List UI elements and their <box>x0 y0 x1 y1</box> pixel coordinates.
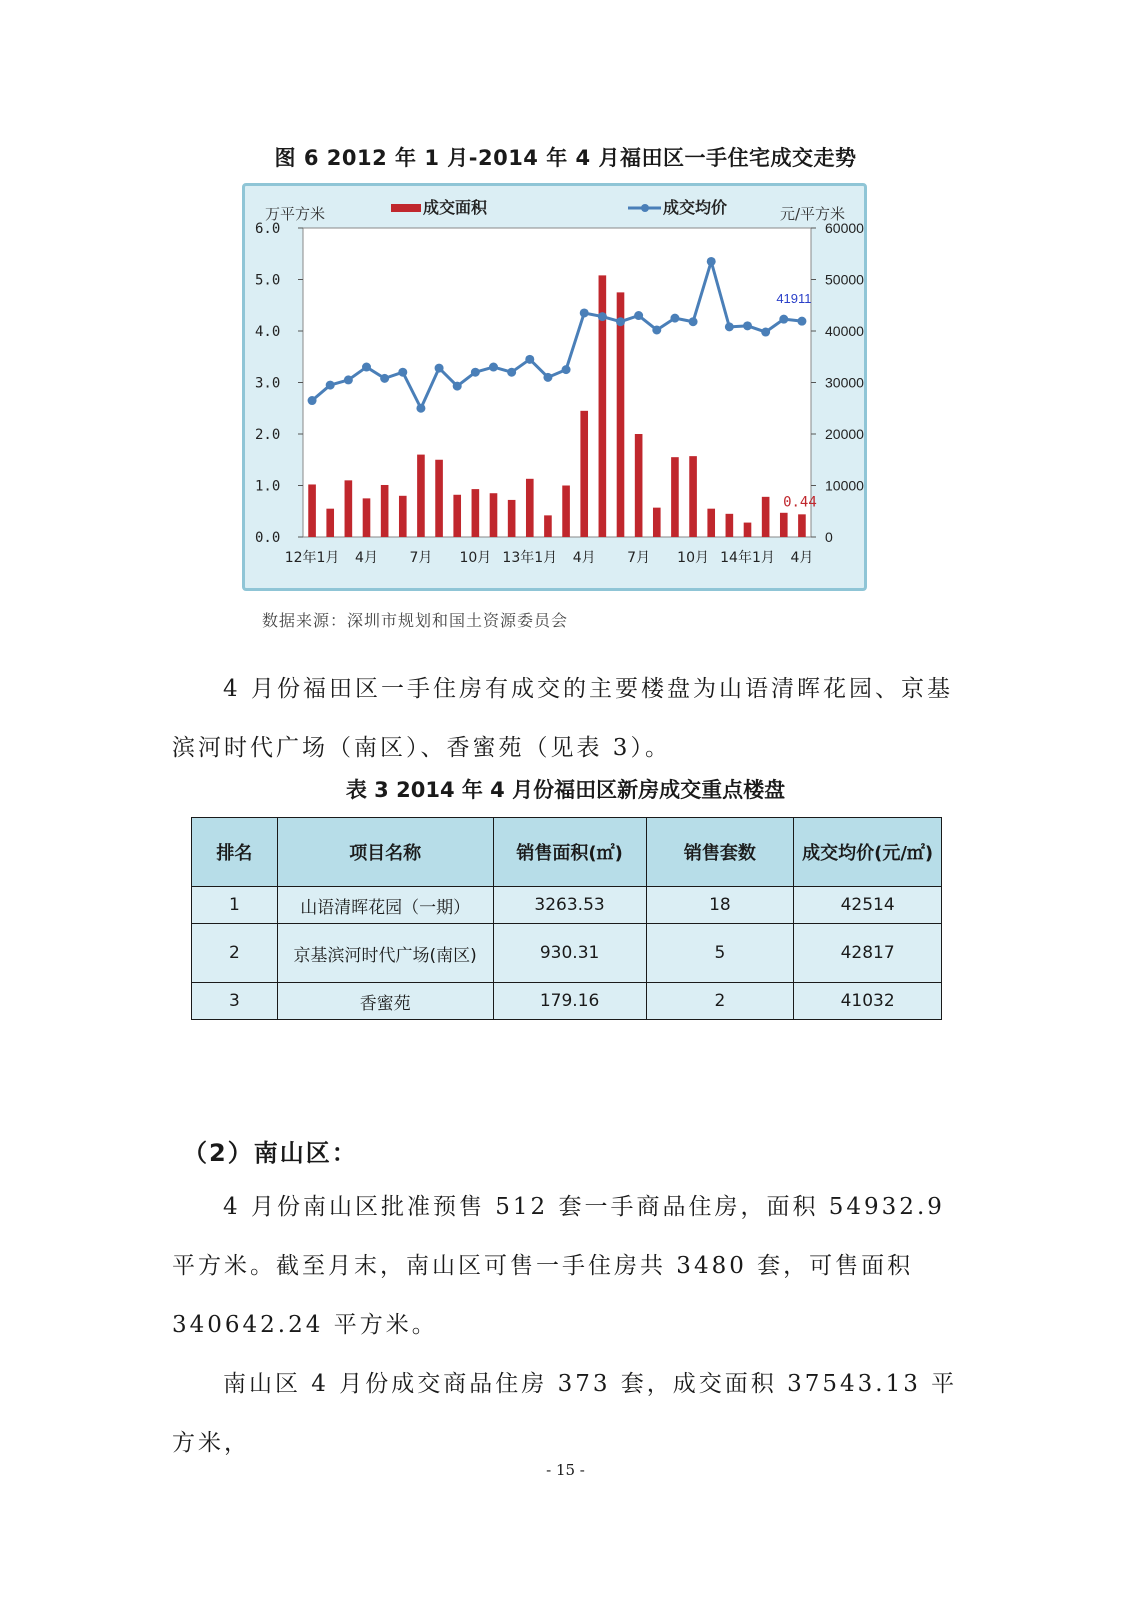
header-units: 销售套数 <box>646 818 794 887</box>
page-number: - 15 - <box>546 1461 585 1479</box>
bar <box>580 411 588 537</box>
plot-area <box>303 228 811 537</box>
x-tick-label: 7月 <box>409 550 433 566</box>
cell-rank: 3 <box>192 983 278 1020</box>
left-axis-label: 万平方米 <box>265 205 326 223</box>
header-project: 项目名称 <box>277 818 493 887</box>
price-point <box>743 321 752 330</box>
price-point <box>562 365 571 374</box>
transaction-chart <box>245 186 864 588</box>
bar <box>798 514 806 537</box>
price-point <box>471 368 480 377</box>
cell-units: 5 <box>646 924 794 983</box>
right-tick-label: 20000 <box>825 426 864 442</box>
cell-project: 山语清晖花园（一期） <box>277 887 493 924</box>
legend-bar-label: 成交面积 <box>423 198 488 217</box>
bar <box>653 508 661 537</box>
price-point <box>580 308 589 317</box>
price-point <box>689 317 698 326</box>
table-row <box>192 924 942 983</box>
cell-rank: 2 <box>192 924 278 983</box>
cell-project: 香蜜苑 <box>277 983 493 1020</box>
left-tick-label: 1.0 <box>255 478 281 495</box>
price-point <box>725 322 734 331</box>
bar <box>780 513 788 537</box>
bar <box>617 292 625 537</box>
bar <box>472 489 480 537</box>
cell-price: 41032 <box>794 983 942 1020</box>
price-point <box>761 328 770 337</box>
price-point <box>416 404 425 413</box>
bar <box>744 523 752 537</box>
legend-line-marker <box>641 204 649 212</box>
x-tick-label: 13年1月 <box>502 550 558 566</box>
bar <box>417 455 425 537</box>
left-tick-label: 2.0 <box>255 427 281 443</box>
price-point <box>779 315 788 324</box>
cell-price: 42514 <box>794 887 942 924</box>
bar <box>399 496 407 537</box>
x-tick-label: 4月 <box>572 550 596 566</box>
right-axis-label: 元/平方米 <box>780 205 846 223</box>
bar <box>562 486 570 538</box>
data-source: 数据来源：深圳市规划和国土资源委员会 <box>262 611 569 630</box>
table-header-row <box>192 818 942 887</box>
bar <box>453 495 461 537</box>
bar <box>326 509 334 537</box>
bar <box>508 500 516 537</box>
bar <box>363 498 371 537</box>
paragraph-nanshan-presale: 4 月份南山区批准预售 512 套一手商品住房，面积 54932.9 平方米。截至月末，南山区可售一手住房共 3480 套，可售面积 340642.24 平方米。 <box>172 1194 945 1338</box>
bar <box>762 497 770 537</box>
left-tick-label: 4.0 <box>255 324 281 340</box>
cell-rank: 1 <box>192 887 278 924</box>
price-point <box>652 325 661 334</box>
bar <box>526 479 534 537</box>
bar <box>689 456 697 537</box>
annotation-last-price: 41911 <box>776 291 812 307</box>
price-point <box>344 375 353 384</box>
price-point <box>797 317 806 326</box>
cell-area: 930.31 <box>493 924 646 983</box>
header-area: 销售面积(㎡) <box>493 818 646 887</box>
legend-bar-swatch <box>391 204 421 212</box>
bar <box>381 485 389 537</box>
bar <box>345 480 353 537</box>
bar <box>435 460 443 537</box>
x-tick-label: 10月 <box>677 550 709 566</box>
bar <box>308 484 316 537</box>
bar <box>544 515 552 537</box>
price-point <box>507 368 516 377</box>
price-point <box>308 396 317 405</box>
cell-price: 42817 <box>794 924 942 983</box>
bar <box>726 514 734 537</box>
x-tick-label: 14年1月 <box>720 550 775 566</box>
x-tick-label: 7月 <box>627 550 651 566</box>
price-point <box>707 257 716 266</box>
legend-line-label: 成交均价 <box>663 198 728 217</box>
cell-project: 京基滨河时代广场(南区) <box>277 924 493 983</box>
left-tick-label: 6.0 <box>255 221 281 237</box>
price-point <box>435 364 444 373</box>
left-tick-label: 5.0 <box>255 272 281 289</box>
key-projects-table <box>191 817 942 1020</box>
right-tick-label: 40000 <box>825 323 864 339</box>
right-tick-label: 60000 <box>825 220 864 236</box>
price-point <box>670 314 679 323</box>
left-tick-label: 0.0 <box>255 530 281 546</box>
right-tick-label: 50000 <box>825 271 864 288</box>
annotation-last-area: 0.44 <box>783 494 817 511</box>
price-point <box>543 373 552 382</box>
cell-area: 179.16 <box>493 983 646 1020</box>
price-point <box>362 363 371 372</box>
price-point <box>453 382 462 391</box>
price-point <box>598 312 607 321</box>
cell-units: 2 <box>646 983 794 1020</box>
paragraph-nanshan-transactions: 南山区 4 月份成交商品住房 373 套，成交面积 37543.13 平方米， <box>172 1371 958 1456</box>
header-rank: 排名 <box>192 818 278 887</box>
table-row <box>192 983 942 1020</box>
intro-paragraph: 4 月份福田区一手住房有成交的主要楼盘为山语清晖花园、京基滨河时代广场（南区）、香蜜苑（见表 3）。 <box>172 676 953 761</box>
table-row <box>192 887 942 924</box>
figure-title: 图 6 2012 年 1 月-2014 年 4 月福田区一手住宅成交走势 <box>274 146 857 170</box>
header-price: 成交均价(元/㎡) <box>794 818 942 887</box>
right-tick-label: 10000 <box>825 477 864 494</box>
section-heading: （2）南山区： <box>183 1139 358 1167</box>
bar <box>707 509 715 537</box>
chart-container <box>242 183 867 591</box>
price-point <box>616 317 625 326</box>
x-tick-label: 10月 <box>459 550 492 566</box>
price-point <box>634 311 643 320</box>
price-point <box>326 381 335 390</box>
right-tick-label: 30000 <box>825 374 864 391</box>
bar <box>635 434 643 537</box>
right-tick-label: 0 <box>825 529 833 545</box>
price-point <box>398 368 407 377</box>
x-tick-label: 4月 <box>355 550 378 566</box>
left-tick-label: 3.0 <box>255 375 281 392</box>
table-title: 表 3 2014 年 4 月份福田区新房成交重点楼盘 <box>345 778 786 802</box>
x-tick-label: 4月 <box>790 550 814 566</box>
cell-area: 3263.53 <box>493 887 646 924</box>
price-point <box>380 374 389 383</box>
bar <box>490 493 498 537</box>
price-point <box>489 363 498 372</box>
cell-units: 18 <box>646 887 794 924</box>
price-point <box>525 355 534 364</box>
x-tick-label: 12年1月 <box>284 550 340 566</box>
bar <box>671 457 679 537</box>
